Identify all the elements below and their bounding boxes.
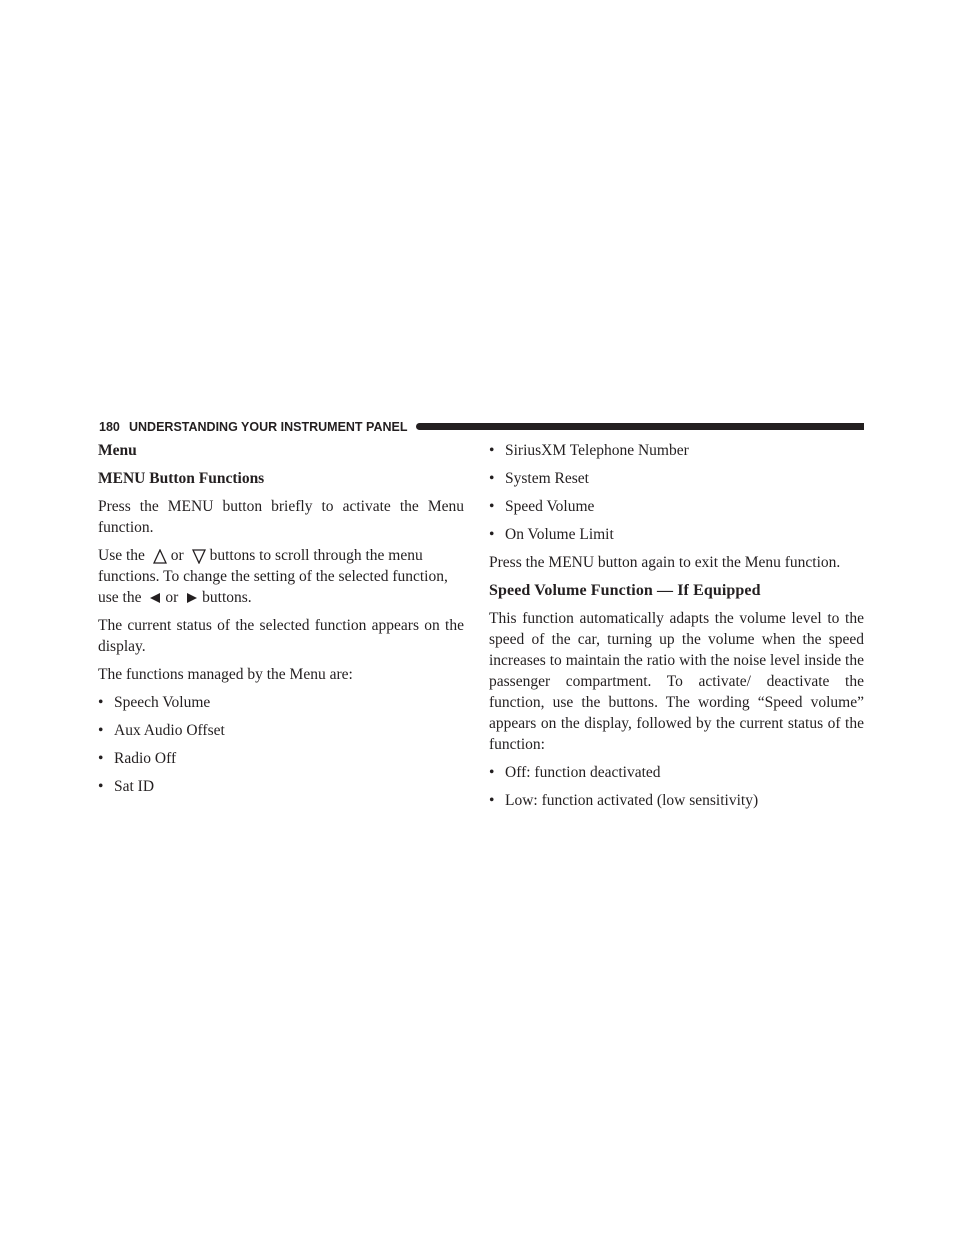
page-number: 180	[99, 420, 120, 434]
list-item	[98, 720, 464, 741]
heading-speed-volume: Speed Volume Function — If Equipped	[489, 582, 761, 599]
para-press-menu: Press the MENU button briefly to activate the Menu function.	[98, 498, 464, 536]
status-list	[489, 762, 864, 811]
list-item	[489, 524, 864, 545]
text-use-the-2: use the	[98, 589, 142, 606]
text-or: or	[170, 547, 184, 564]
section-title: UNDERSTANDING YOUR INSTRUMENT PANEL	[129, 420, 408, 434]
bullet: •	[489, 526, 495, 543]
heading-menu: Menu	[98, 442, 137, 459]
list-item-text: Off: function deactivated	[505, 764, 661, 781]
text-scroll: buttons to scroll through the menu	[209, 547, 423, 564]
bullet: •	[489, 792, 495, 809]
para-current-status: The current status of the selected function appears on the display.	[98, 617, 464, 655]
para-functions-managed: The functions managed by the Menu are:	[98, 666, 353, 683]
triangle-up-outline-icon	[153, 549, 167, 564]
text-buttons: buttons.	[202, 589, 252, 606]
para-speed-volume: This function automatically adapts the volume level to the speed of the car, turning up the volume when the speed increases to maintain the ratio with the noise level inside the passenger compartment. To activate/ deactivate the function, use the buttons. The wording “Speed volume” appears on the display, followed by the current status of the function:	[489, 610, 864, 753]
text-functions-line: functions. To change the setting of the selected function,	[98, 568, 448, 585]
list-item	[489, 496, 864, 517]
list-item	[98, 776, 464, 797]
bullet: •	[489, 470, 495, 487]
bullet: •	[489, 498, 495, 515]
heading-menu-button-functions: MENU Button Functions	[98, 470, 265, 487]
page-header	[98, 419, 864, 435]
header-rule	[416, 423, 864, 430]
list-item-text: Sat ID	[114, 778, 155, 795]
bullet: •	[98, 722, 104, 739]
triangle-down-outline-icon	[192, 549, 206, 564]
bullet: •	[98, 694, 104, 711]
list-item	[98, 748, 464, 769]
bullet: •	[98, 750, 104, 767]
list-item-text: System Reset	[505, 470, 589, 487]
list-item	[489, 440, 864, 461]
list-item-text: Low: function activated (low sensitivity)	[505, 792, 759, 809]
bullet: •	[98, 778, 104, 795]
list-item	[98, 692, 464, 713]
list-item-text: Speech Volume	[114, 694, 211, 711]
right-column	[489, 440, 864, 818]
list-item-text: On Volume Limit	[505, 526, 614, 543]
arrow-left-icon	[149, 592, 161, 604]
menu-functions-list	[98, 692, 464, 797]
list-item-text: Aux Audio Offset	[114, 722, 225, 739]
bullet: •	[489, 442, 495, 459]
menu-functions-list-continued	[489, 440, 864, 545]
list-item-text: Radio Off	[114, 750, 177, 767]
list-item	[489, 790, 864, 811]
left-column	[98, 440, 464, 804]
para-exit-menu: Press the MENU button again to exit the Menu function.	[489, 554, 841, 571]
list-item	[489, 468, 864, 489]
list-item	[489, 762, 864, 783]
arrow-right-icon	[186, 592, 198, 604]
text-or-2: or	[165, 589, 179, 606]
para-use-buttons	[98, 545, 464, 608]
list-item-text: SiriusXM Telephone Number	[505, 442, 689, 459]
bullet: •	[489, 764, 495, 781]
list-item-text: Speed Volume	[505, 498, 595, 515]
text-use-the: Use the	[98, 547, 145, 564]
